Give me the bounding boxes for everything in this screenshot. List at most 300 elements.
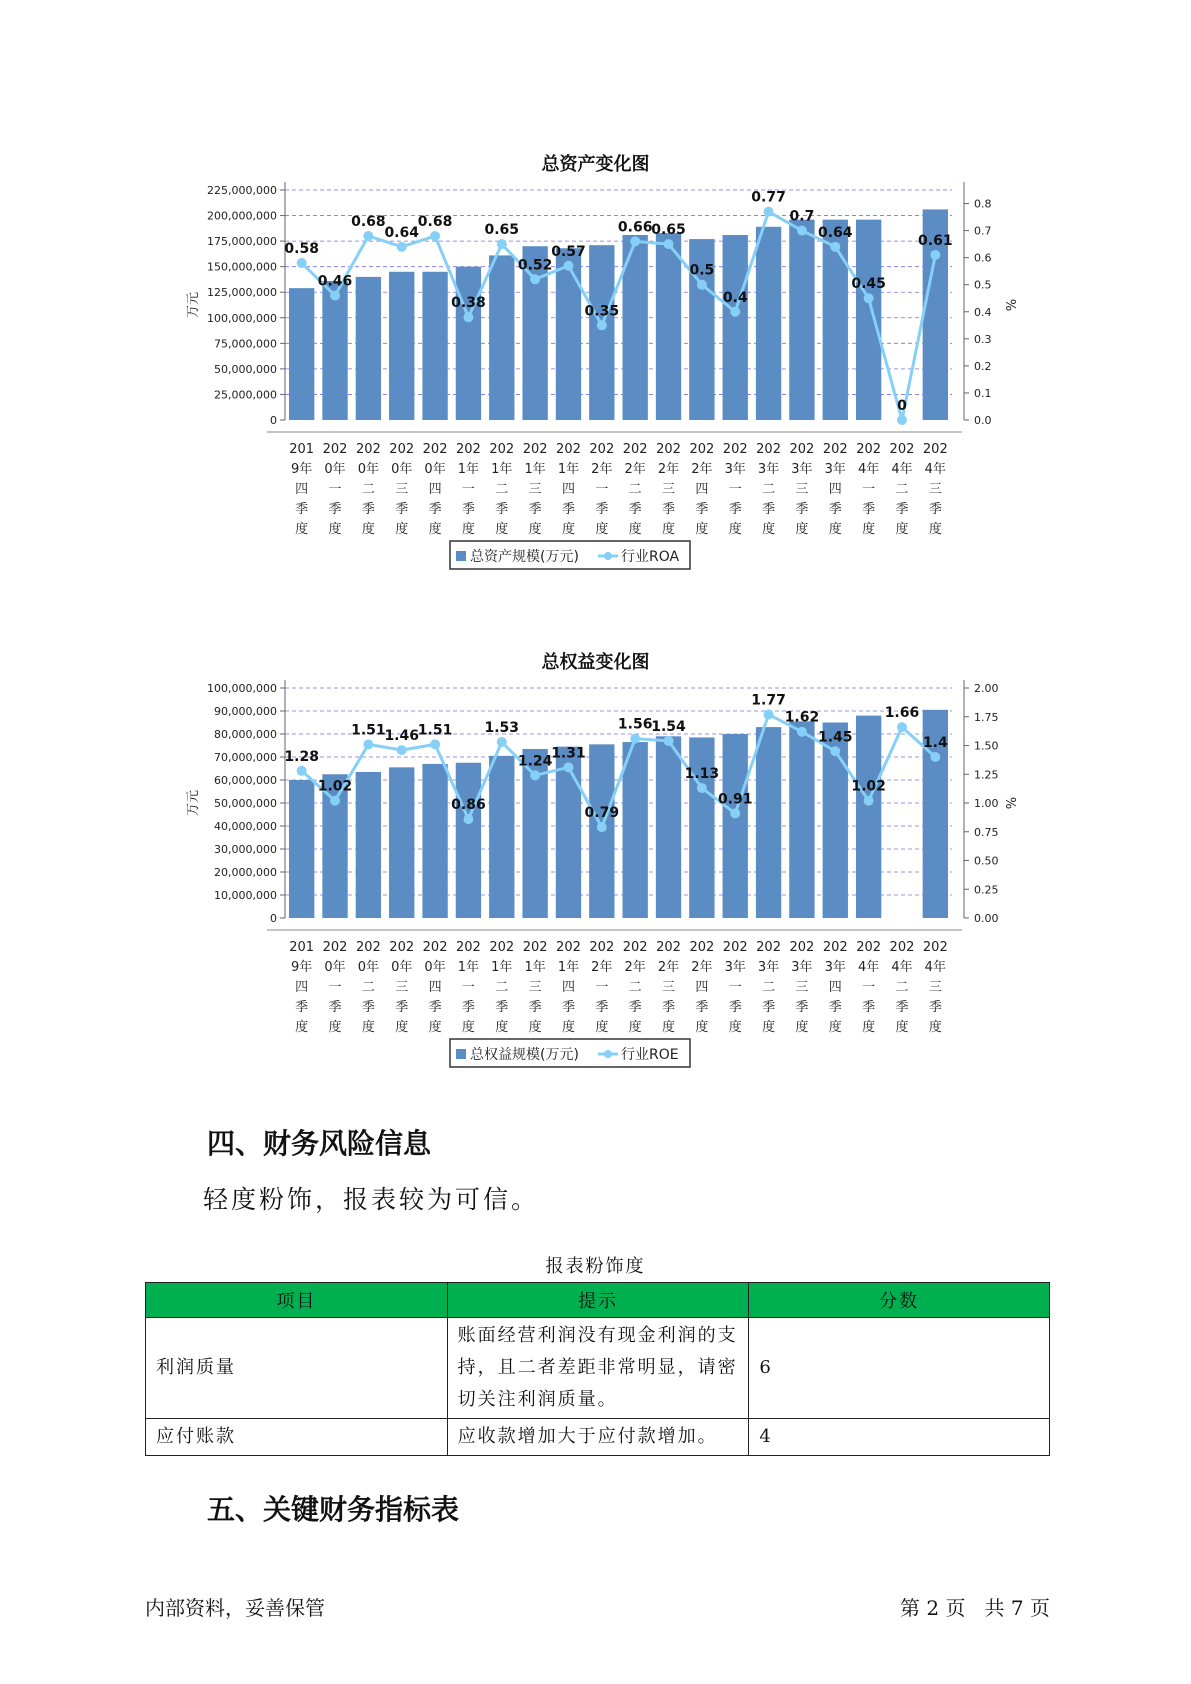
x-tick-label: 1年 <box>524 462 546 477</box>
bar <box>856 716 881 918</box>
x-tick-label: 度 <box>728 522 742 537</box>
data-label: 0.86 <box>451 797 486 814</box>
x-tick-label: 季 <box>495 1000 509 1015</box>
x-tick-label: 202 <box>589 442 615 457</box>
y2-tick-label: 1.25 <box>974 768 999 782</box>
x-tick-label: 二 <box>762 980 776 995</box>
row-item: 应付账款 <box>146 1419 448 1456</box>
risk-summary: 轻度粉饰，报表较为可信。 <box>203 1185 540 1214</box>
x-tick-label: 度 <box>895 1020 909 1035</box>
x-tick-label: 202 <box>889 442 915 457</box>
line-point <box>897 722 907 732</box>
x-tick-label: 202 <box>822 940 848 955</box>
x-tick-label: 二 <box>895 980 909 995</box>
x-tick-label: 度 <box>361 1020 375 1035</box>
x-tick-label: 度 <box>528 522 542 537</box>
y-tick-label: 60,000,000 <box>214 774 277 787</box>
x-tick-label: 季 <box>728 502 742 517</box>
y-tick-label: 125,000,000 <box>207 286 277 300</box>
x-tick-label: 季 <box>395 502 409 517</box>
x-tick-label: 季 <box>328 502 342 517</box>
x-tick-label: 季 <box>762 1000 776 1015</box>
x-tick-label: 202 <box>756 940 781 955</box>
y2-tick-label: 0.25 <box>974 883 999 897</box>
row-score: 4 <box>749 1419 1050 1456</box>
data-label: 0.65 <box>651 222 686 239</box>
y2-tick-label: 1.50 <box>974 739 999 753</box>
line-point <box>497 239 507 249</box>
x-tick-label: 202 <box>922 442 948 457</box>
line-point <box>597 320 607 330</box>
bar <box>556 747 581 918</box>
x-tick-label: 四 <box>295 482 309 497</box>
data-label: 1.46 <box>384 728 419 745</box>
y-axis-title: 万元 <box>186 291 201 319</box>
bar <box>389 767 414 918</box>
x-tick-label: 3年 <box>791 960 813 975</box>
legend-line-label: 行业ROE <box>621 1047 679 1063</box>
data-label: 1.51 <box>417 722 453 739</box>
x-tick-label: 202 <box>422 940 448 955</box>
line-point <box>697 783 707 793</box>
line-point <box>297 258 307 268</box>
row-score: 6 <box>749 1318 1050 1419</box>
line-point <box>697 280 707 290</box>
risk-table <box>145 1282 1050 1456</box>
data-label: 0.46 <box>317 273 353 290</box>
chart-title-total-equity: 总权益变化图 <box>541 652 650 673</box>
x-tick-label: 3年 <box>724 462 746 477</box>
y2-tick-label: 0.1 <box>974 386 992 400</box>
x-tick-label: 0年 <box>357 960 380 975</box>
x-tick-label: 三 <box>528 482 542 497</box>
x-tick-label: 0年 <box>391 960 413 975</box>
bar <box>389 272 414 420</box>
x-tick-label: 四 <box>561 980 575 995</box>
header-score: 分数 <box>749 1283 1050 1318</box>
x-tick-label: 季 <box>295 1000 309 1015</box>
x-tick-label: 2年 <box>657 462 680 477</box>
x-tick-label: 季 <box>862 502 876 517</box>
table-row <box>146 1318 1050 1419</box>
x-tick-label: 度 <box>762 1020 776 1035</box>
x-tick-label: 三 <box>928 482 942 497</box>
table-row <box>146 1419 1050 1456</box>
y-tick-label: 25,000,000 <box>214 388 277 402</box>
x-tick-label: 季 <box>328 1000 342 1015</box>
x-tick-label: 2年 <box>591 462 613 477</box>
x-tick-label: 四 <box>428 482 442 497</box>
x-tick-label: 度 <box>428 522 442 537</box>
line-point <box>330 291 340 301</box>
line-point <box>664 239 674 249</box>
bar <box>789 721 814 918</box>
x-tick-label: 一 <box>461 482 475 497</box>
x-tick-label: 一 <box>728 980 742 995</box>
y2-axis-title: % <box>1002 298 1017 312</box>
line-point <box>830 746 840 756</box>
x-tick-label: 0年 <box>424 462 446 477</box>
total-equity-chart <box>0 678 1191 1118</box>
x-tick-label: 四 <box>828 482 842 497</box>
y2-tick-label: 1.75 <box>974 710 999 724</box>
legend-bar-swatch <box>456 1049 466 1059</box>
data-label: 0.68 <box>351 214 386 230</box>
x-tick-label: 1年 <box>457 960 480 975</box>
line-point <box>730 808 740 818</box>
x-tick-label: 四 <box>695 482 709 497</box>
total-assets-chart <box>0 180 1191 620</box>
x-tick-label: 季 <box>828 1000 842 1015</box>
x-tick-label: 3年 <box>757 960 780 975</box>
bar <box>289 288 314 420</box>
table-caption: 报表粉饰度 <box>545 1256 646 1277</box>
x-tick-label: 202 <box>489 940 515 955</box>
y-tick-label: 70,000,000 <box>214 751 277 764</box>
x-tick-label: 度 <box>762 522 776 537</box>
x-tick-label: 度 <box>928 522 942 537</box>
data-label: 0.52 <box>517 257 553 274</box>
data-label: 0.58 <box>284 241 319 258</box>
x-tick-label: 1年 <box>557 462 580 477</box>
x-tick-label: 3年 <box>791 462 813 477</box>
x-tick-label: 9年 <box>291 960 313 975</box>
x-tick-label: 3年 <box>724 960 746 975</box>
y-tick-label: 40,000,000 <box>214 820 277 833</box>
x-tick-label: 202 <box>389 442 415 457</box>
x-tick-label: 0年 <box>324 960 346 975</box>
y2-tick-label: 0.4 <box>974 305 992 319</box>
y-tick-label: 80,000,000 <box>214 728 277 741</box>
header-item: 项目 <box>146 1283 448 1318</box>
data-label: 1.51 <box>351 722 386 739</box>
row-hint: 账面经营利润没有现金利润的支持，且二者差距非常明显，请密切关注利润质量。 <box>447 1318 749 1419</box>
y2-tick-label: 0.5 <box>974 278 992 292</box>
x-tick-label: 202 <box>622 940 648 955</box>
x-tick-label: 季 <box>461 1000 475 1015</box>
x-tick-label: 季 <box>928 502 942 517</box>
x-tick-label: 二 <box>628 980 642 995</box>
x-tick-label: 季 <box>428 1000 442 1015</box>
x-tick-label: 三 <box>662 980 676 995</box>
line-point <box>530 770 540 780</box>
x-tick-label: 度 <box>628 1020 642 1035</box>
x-tick-label: 1年 <box>524 960 546 975</box>
y2-tick-label: 0.6 <box>974 251 992 265</box>
y2-tick-label: 2.00 <box>974 682 999 695</box>
x-tick-label: 1年 <box>457 462 480 477</box>
y-tick-label: 150,000,000 <box>207 260 277 274</box>
x-tick-label: 202 <box>389 940 415 955</box>
y-tick-label: 50,000,000 <box>214 797 277 810</box>
y2-tick-label: 0.50 <box>974 854 999 868</box>
x-tick-label: 季 <box>628 502 642 517</box>
x-tick-label: 度 <box>862 522 876 537</box>
bar <box>489 255 514 420</box>
x-tick-label: 季 <box>762 502 776 517</box>
x-tick-label: 2年 <box>691 462 713 477</box>
x-tick-label: 度 <box>595 1020 609 1035</box>
x-tick-label: 202 <box>856 442 882 457</box>
x-tick-label: 度 <box>361 522 375 537</box>
bar <box>723 734 748 918</box>
data-label: 1.02 <box>317 778 353 795</box>
x-tick-label: 季 <box>828 502 842 517</box>
x-tick-label: 三 <box>662 482 676 497</box>
line-point <box>363 739 373 749</box>
data-label: 0.35 <box>584 303 620 320</box>
x-tick-label: 季 <box>862 1000 876 1015</box>
x-tick-label: 季 <box>428 502 442 517</box>
data-label: 0.77 <box>751 189 786 206</box>
line-point <box>764 207 774 217</box>
x-tick-label: 202 <box>722 940 748 955</box>
line-point <box>897 415 907 425</box>
x-tick-label: 一 <box>328 482 342 497</box>
bar <box>556 248 581 420</box>
x-tick-label: 0年 <box>424 960 446 975</box>
x-tick-label: 四 <box>828 980 842 995</box>
x-tick-label: 202 <box>322 940 348 955</box>
x-tick-label: 度 <box>295 1020 309 1035</box>
x-tick-label: 季 <box>628 1000 642 1015</box>
x-tick-label: 一 <box>595 482 609 497</box>
x-tick-label: 三 <box>395 980 409 995</box>
x-tick-label: 202 <box>355 442 381 457</box>
x-tick-label: 202 <box>622 442 648 457</box>
x-tick-label: 202 <box>456 940 481 955</box>
line-point <box>430 231 440 241</box>
line-point <box>330 796 340 806</box>
data-label: 0.7 <box>789 208 815 225</box>
x-tick-label: 202 <box>689 940 715 955</box>
x-tick-label: 季 <box>528 1000 542 1015</box>
data-label: 0.38 <box>451 295 486 312</box>
x-tick-label: 4年 <box>924 960 946 975</box>
x-tick-label: 三 <box>795 980 809 995</box>
x-tick-label: 季 <box>695 1000 709 1015</box>
x-tick-label: 季 <box>795 502 809 517</box>
y-tick-label: 200,000,000 <box>207 209 277 223</box>
x-tick-label: 202 <box>922 940 948 955</box>
data-label: 0.61 <box>918 232 953 249</box>
x-tick-label: 季 <box>361 502 375 517</box>
footer-right: 第 2 页 共 7 页 <box>900 1596 1050 1620</box>
y-tick-label: 100,000,000 <box>207 311 277 325</box>
x-tick-label: 季 <box>662 1000 676 1015</box>
x-tick-label: 季 <box>662 502 676 517</box>
x-tick-label: 3年 <box>824 462 846 477</box>
section-heading-key-indicators: 五、关键财务指标表 <box>207 1493 460 1526</box>
bar <box>689 737 714 918</box>
x-tick-label: 202 <box>789 442 815 457</box>
bar <box>456 267 481 420</box>
legend-line-label: 行业ROA <box>621 549 680 565</box>
x-tick-label: 季 <box>895 502 909 517</box>
x-tick-label: 一 <box>728 482 742 497</box>
x-tick-label: 一 <box>461 980 475 995</box>
data-label: 1.4 <box>922 735 948 751</box>
x-tick-label: 度 <box>328 1020 342 1035</box>
x-tick-label: 4年 <box>891 462 913 477</box>
line-point <box>630 236 640 246</box>
y2-tick-label: 0.00 <box>974 912 999 925</box>
x-tick-label: 季 <box>528 502 542 517</box>
line-point <box>463 814 473 824</box>
data-label: 0.65 <box>484 222 520 239</box>
x-tick-label: 二 <box>495 482 509 497</box>
data-label: 0.4 <box>722 289 748 306</box>
line-point <box>730 307 740 317</box>
x-tick-label: 202 <box>556 940 581 955</box>
x-tick-label: 一 <box>595 980 609 995</box>
data-label: 1.62 <box>784 709 820 726</box>
line-point <box>530 274 540 284</box>
data-label: 1.24 <box>517 753 553 770</box>
x-tick-label: 二 <box>628 482 642 497</box>
bar <box>456 763 481 918</box>
y-tick-label: 75,000,000 <box>214 337 277 351</box>
x-tick-label: 4年 <box>891 960 913 975</box>
x-tick-label: 度 <box>862 1020 876 1035</box>
x-tick-label: 度 <box>795 1020 809 1035</box>
bar <box>789 220 814 420</box>
x-tick-label: 2年 <box>657 960 680 975</box>
bar <box>756 727 781 918</box>
bar <box>356 277 381 420</box>
x-tick-label: 202 <box>656 442 681 457</box>
x-tick-label: 度 <box>295 522 309 537</box>
x-tick-label: 度 <box>561 522 575 537</box>
x-tick-label: 4年 <box>857 960 880 975</box>
x-tick-label: 季 <box>695 502 709 517</box>
x-tick-label: 0年 <box>391 462 413 477</box>
bar <box>723 235 748 420</box>
bar <box>856 220 881 420</box>
x-tick-label: 季 <box>728 1000 742 1015</box>
x-tick-label: 202 <box>656 940 681 955</box>
y-tick-label: 0 <box>270 912 277 925</box>
line-point <box>397 745 407 755</box>
x-tick-label: 度 <box>728 1020 742 1035</box>
x-tick-label: 0年 <box>324 462 346 477</box>
x-tick-label: 季 <box>595 1000 609 1015</box>
data-label: 0.64 <box>818 224 853 241</box>
x-tick-label: 季 <box>395 1000 409 1015</box>
y2-tick-label: 1.00 <box>974 797 999 810</box>
bar <box>422 272 447 420</box>
x-tick-label: 3年 <box>824 960 846 975</box>
line-point <box>864 293 874 303</box>
x-tick-label: 四 <box>695 980 709 995</box>
x-tick-label: 一 <box>862 482 876 497</box>
x-tick-label: 202 <box>889 940 915 955</box>
x-tick-label: 四 <box>561 482 575 497</box>
y-tick-label: 175,000,000 <box>207 235 277 249</box>
x-tick-label: 季 <box>895 1000 909 1015</box>
y-tick-label: 0 <box>270 414 277 427</box>
data-label: 1.53 <box>484 720 520 737</box>
data-label: 0.5 <box>689 262 715 279</box>
x-tick-label: 季 <box>495 502 509 517</box>
bar <box>289 780 314 918</box>
data-label: 1.31 <box>551 745 586 762</box>
x-tick-label: 度 <box>628 522 642 537</box>
x-tick-label: 4年 <box>857 462 880 477</box>
data-label: 0.45 <box>851 276 886 293</box>
row-item: 利润质量 <box>146 1318 448 1419</box>
legend-line-marker <box>604 552 612 560</box>
x-tick-label: 四 <box>428 980 442 995</box>
y-axis-title: 万元 <box>186 789 201 817</box>
x-tick-label: 度 <box>795 522 809 537</box>
bar <box>489 756 514 918</box>
x-tick-label: 度 <box>928 1020 942 1035</box>
data-label: 0.68 <box>417 214 453 230</box>
y-tick-label: 10,000,000 <box>214 889 277 902</box>
y-tick-label: 50,000,000 <box>214 362 277 376</box>
y-tick-label: 90,000,000 <box>214 705 277 718</box>
line-point <box>397 242 407 252</box>
data-label: 1.45 <box>818 729 853 746</box>
x-tick-label: 度 <box>828 522 842 537</box>
x-tick-label: 度 <box>495 1020 509 1035</box>
x-tick-label: 202 <box>522 940 548 955</box>
x-tick-label: 季 <box>595 502 609 517</box>
line-point <box>563 762 573 772</box>
section-heading-financial-risk: 四、财务风险信息 <box>207 1127 432 1160</box>
data-label: 1.77 <box>751 692 786 709</box>
y2-tick-label: 0.8 <box>974 197 992 211</box>
x-tick-label: 季 <box>461 502 475 517</box>
line-point <box>864 796 874 806</box>
x-tick-label: 4年 <box>924 462 946 477</box>
legend-bar-swatch <box>456 551 466 561</box>
x-tick-label: 201 <box>289 442 315 457</box>
legend-bar-label: 总资产规模(万元) <box>470 549 579 565</box>
x-tick-label: 二 <box>361 482 375 497</box>
bar <box>356 772 381 918</box>
data-label: 1.54 <box>651 718 686 735</box>
y2-tick-label: 0.7 <box>974 224 992 238</box>
bar <box>589 245 614 420</box>
data-label: 1.66 <box>884 705 920 722</box>
x-tick-label: 三 <box>395 482 409 497</box>
y-tick-label: 30,000,000 <box>214 843 277 856</box>
x-tick-label: 1年 <box>491 960 513 975</box>
bar <box>623 742 648 918</box>
line-point <box>497 737 507 747</box>
line-point <box>430 739 440 749</box>
line-point <box>597 822 607 832</box>
bar <box>656 233 681 420</box>
line-point <box>797 226 807 236</box>
y2-axis-title: % <box>1002 796 1017 810</box>
x-tick-label: 三 <box>928 980 942 995</box>
line-point <box>930 752 940 762</box>
y-tick-label: 225,000,000 <box>207 184 277 197</box>
bar <box>422 764 447 918</box>
x-tick-label: 度 <box>461 1020 475 1035</box>
data-label: 0.64 <box>384 224 419 241</box>
x-tick-label: 202 <box>422 442 448 457</box>
line-point <box>297 766 307 776</box>
x-tick-label: 度 <box>595 522 609 537</box>
x-tick-label: 202 <box>689 442 715 457</box>
x-tick-label: 202 <box>822 442 848 457</box>
x-tick-label: 202 <box>756 442 781 457</box>
x-tick-label: 二 <box>361 980 375 995</box>
